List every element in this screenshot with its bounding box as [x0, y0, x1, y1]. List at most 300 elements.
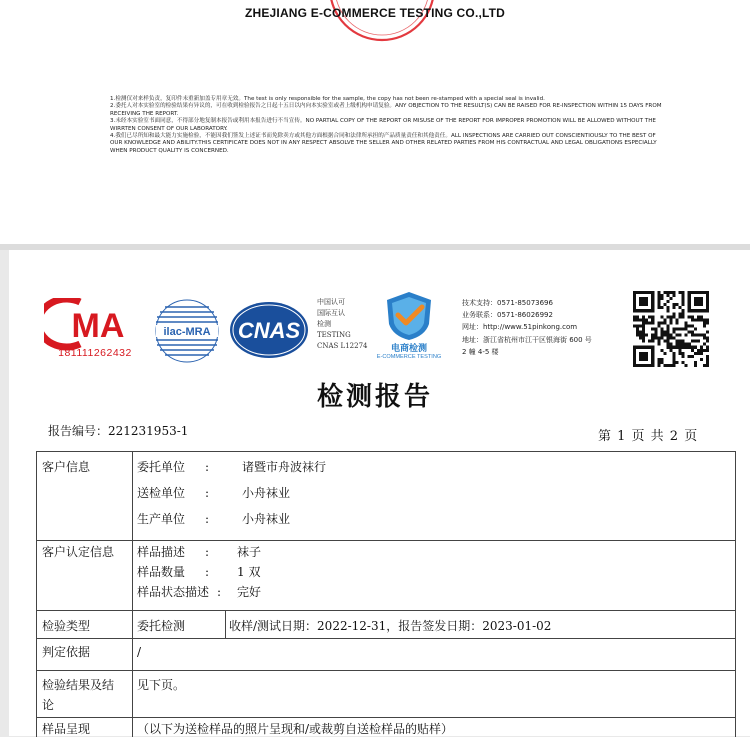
qr-module: [645, 291, 648, 294]
qr-module: [703, 291, 706, 294]
qr-module: [673, 331, 676, 334]
report-table: [36, 451, 736, 737]
qr-module: [676, 303, 679, 306]
qr-module: [685, 327, 688, 330]
qr-module: [645, 364, 648, 367]
cert-line-1: 中国认可: [317, 298, 345, 306]
client-label-1: 委托单位: [137, 460, 186, 474]
qr-module: [676, 327, 679, 330]
qr-module: [694, 297, 697, 300]
qr-module: [694, 291, 697, 294]
qr-module: [706, 349, 709, 352]
qr-module: [651, 306, 654, 309]
qr-module: [663, 321, 666, 324]
qr-module: [700, 315, 703, 318]
qr-module: [642, 327, 645, 330]
qr-module: [642, 291, 645, 294]
qr-module: [697, 297, 700, 300]
qr-module: [648, 340, 651, 343]
qr-module: [706, 303, 709, 306]
qr-module: [657, 297, 660, 300]
report-notes: [110, 96, 665, 155]
qr-module: [694, 334, 697, 337]
qr-module: [633, 297, 636, 300]
qr-module: [651, 358, 654, 361]
qr-module: [639, 300, 642, 303]
qr-module: [669, 334, 672, 337]
report-number: 报告编号：221231953-1: [48, 424, 189, 438]
qr-module: [669, 297, 672, 300]
qr-module: [645, 334, 648, 337]
qr-module: [691, 309, 694, 312]
qr-module: [697, 318, 700, 321]
qr-module: [651, 361, 654, 364]
qr-module: [688, 306, 691, 309]
qr-module: [642, 309, 645, 312]
qr-module: [642, 297, 645, 300]
colon: :: [205, 512, 210, 526]
qr-code[interactable]: [633, 291, 709, 367]
qr-module: [639, 334, 642, 337]
client-value-2: 小舟袜业: [242, 486, 291, 500]
qr-module: [633, 318, 636, 321]
qr-module: [636, 309, 639, 312]
qr-module: [633, 358, 636, 361]
qr-module: [666, 315, 669, 318]
qr-module: [657, 300, 660, 303]
qr-module: [648, 315, 651, 318]
row-divider: [37, 540, 735, 541]
client-value-3: 小舟袜业: [242, 512, 291, 526]
qr-module: [663, 318, 666, 321]
qr-module: [691, 346, 694, 349]
qr-module: [679, 315, 682, 318]
sample-label-2: 样品数量: [137, 565, 186, 579]
qr-module: [682, 297, 685, 300]
qr-module: [688, 297, 691, 300]
qr-module: [676, 318, 679, 321]
qr-module: [700, 352, 703, 355]
qr-module: [660, 297, 663, 300]
qr-module: [688, 300, 691, 303]
qr-module: [697, 291, 700, 294]
qr-module: [663, 340, 666, 343]
qr-module: [676, 340, 679, 343]
qr-module: [694, 318, 697, 321]
qr-module: [688, 324, 691, 327]
qr-module: [663, 334, 666, 337]
qr-module: [688, 309, 691, 312]
qr-module: [663, 331, 666, 334]
qr-module: [685, 324, 688, 327]
qr-module: [657, 340, 660, 343]
qr-module: [679, 312, 682, 315]
colon: :: [205, 486, 210, 500]
col-divider: [225, 610, 226, 638]
sample-info-label: 客户认定信息: [42, 545, 115, 559]
qr-module: [682, 355, 685, 358]
qr-module: [660, 306, 663, 309]
qr-module: [645, 300, 648, 303]
qr-module: [703, 364, 706, 367]
qr-module: [703, 309, 706, 312]
qr-module: [633, 349, 636, 352]
qr-module: [706, 297, 709, 300]
qr-module: [666, 346, 669, 349]
qr-module: [660, 331, 663, 334]
qr-module: [706, 306, 709, 309]
qr-module: [673, 327, 676, 330]
qr-module: [688, 315, 691, 318]
cnas-logo: [228, 300, 310, 360]
qr-module: [642, 321, 645, 324]
qr-module: [673, 355, 676, 358]
qr-module: [636, 346, 639, 349]
qr-module: [633, 291, 636, 294]
company-name: ZHEJIANG E-COMMERCE TESTING CO.,LTD: [244, 6, 506, 20]
qr-module: [688, 294, 691, 297]
qr-module: [657, 358, 660, 361]
row-divider: [37, 717, 735, 718]
qr-module: [645, 346, 648, 349]
qr-module: [666, 364, 669, 367]
qr-module: [651, 291, 654, 294]
qr-module: [660, 349, 663, 352]
qr-module: [682, 294, 685, 297]
qr-module: [651, 334, 654, 337]
qr-module: [700, 358, 703, 361]
qr-module: [666, 343, 669, 346]
qr-module: [633, 364, 636, 367]
qr-module: [651, 364, 654, 367]
qr-module: [669, 343, 672, 346]
qr-module: [633, 309, 636, 312]
ecom-en-text: E-COMMERCE TESTING: [376, 354, 442, 360]
qr-module: [688, 303, 691, 306]
qr-module: [673, 306, 676, 309]
qr-module: [639, 324, 642, 327]
qr-module: [663, 291, 666, 294]
qr-module: [642, 340, 645, 343]
qr-module: [679, 343, 682, 346]
qr-module: [697, 340, 700, 343]
note-3: 3.未经本实验室书面同意，不得部分地复制本报告或利用本报告进行不当宣传。NO PARTIAL COPY OF THE REPORT OR MISUSE OF THE REPORT FOR IMPROPER PROMOTION WILL BE ALLOWED WITHOUT THE WIRRTEN CONSENT OF OUR LABORATORY.: [110, 118, 656, 132]
qr-module: [648, 309, 651, 312]
colon: :: [205, 565, 210, 579]
qr-module: [636, 315, 639, 318]
client-info-label: 客户信息: [42, 460, 91, 474]
qr-module: [651, 309, 654, 312]
note-1: 1.检测仅对来样负责，复印件未重新加盖专用章无效。The test is only responsible for the sample, the copy has not been re-stamped with a special seal is invalid.: [110, 96, 545, 102]
inspection-type-label: 检验类型: [42, 619, 91, 633]
contact-address-1: 地址：浙江省杭州市江干区银海街 600 号: [462, 335, 592, 344]
qr-module: [666, 324, 669, 327]
qr-module: [639, 355, 642, 358]
qr-module: [682, 309, 685, 312]
sample-show-label: 样品呈现: [42, 722, 91, 736]
qr-module: [633, 306, 636, 309]
qr-module: [642, 337, 645, 340]
colon: :: [205, 460, 210, 474]
qr-module: [700, 318, 703, 321]
result-value: 见下页。: [137, 678, 186, 692]
qr-module: [703, 334, 706, 337]
qr-module: [657, 364, 660, 367]
colon: :: [217, 585, 222, 599]
qr-module: [688, 355, 691, 358]
qr-module: [673, 315, 676, 318]
qr-module: [669, 321, 672, 324]
qr-module: [633, 324, 636, 327]
qr-module: [639, 318, 642, 321]
qr-module: [651, 327, 654, 330]
page-info: 第 1 页 共 2 页: [598, 429, 699, 444]
accreditation-info: [317, 297, 367, 352]
qr-module: [651, 300, 654, 303]
qr-module: [694, 346, 697, 349]
qr-module: [657, 294, 660, 297]
qr-module: [679, 349, 682, 352]
qr-module: [633, 361, 636, 364]
col-divider: [132, 452, 133, 737]
qr-module: [688, 343, 691, 346]
qr-module: [697, 315, 700, 318]
qr-module: [633, 352, 636, 355]
qr-module: [682, 312, 685, 315]
qr-module: [642, 331, 645, 334]
qr-module: [642, 346, 645, 349]
qr-module: [673, 294, 676, 297]
qr-module: [682, 361, 685, 364]
qr-module: [706, 340, 709, 343]
cma-logo: [44, 298, 146, 360]
qr-module: [706, 318, 709, 321]
qr-module: [657, 343, 660, 346]
client-label-2: 送检单位: [137, 486, 186, 500]
qr-module: [666, 337, 669, 340]
qr-module: [694, 352, 697, 355]
qr-module: [651, 303, 654, 306]
qr-module: [642, 355, 645, 358]
qr-module: [679, 291, 682, 294]
qr-module: [642, 334, 645, 337]
qr-module: [645, 321, 648, 324]
cnas-text: CNAS: [237, 318, 301, 343]
qr-module: [669, 349, 672, 352]
qr-module: [685, 321, 688, 324]
qr-module: [688, 331, 691, 334]
qr-module: [673, 364, 676, 367]
qr-module: [703, 343, 706, 346]
contact-website: 网址：http://www.51pinkong.com: [462, 323, 578, 332]
qr-module: [645, 297, 648, 300]
qr-module: [642, 300, 645, 303]
qr-module: [636, 364, 639, 367]
qr-module: [651, 340, 654, 343]
cert-line-2: 国际互认: [317, 309, 345, 317]
qr-module: [669, 315, 672, 318]
qr-module: [694, 361, 697, 364]
qr-module: [663, 364, 666, 367]
qr-module: [666, 327, 669, 330]
row-divider: [37, 670, 735, 671]
basis-value: /: [137, 645, 142, 659]
qr-module: [682, 303, 685, 306]
qr-module: [697, 349, 700, 352]
qr-module: [642, 352, 645, 355]
qr-module: [657, 361, 660, 364]
qr-module: [679, 346, 682, 349]
qr-module: [700, 297, 703, 300]
qr-module: [648, 346, 651, 349]
qr-module: [691, 291, 694, 294]
qr-module: [673, 358, 676, 361]
qr-module: [694, 300, 697, 303]
qr-module: [679, 340, 682, 343]
qr-module: [691, 334, 694, 337]
qr-module: [676, 361, 679, 364]
qr-module: [633, 355, 636, 358]
cert-line-4: TESTING: [317, 331, 351, 339]
qr-module: [660, 327, 663, 330]
qr-module: [682, 340, 685, 343]
cma-letters: MA: [71, 307, 125, 345]
qr-module: [654, 337, 657, 340]
qr-module: [657, 291, 660, 294]
qr-module: [654, 331, 657, 334]
qr-module: [666, 294, 669, 297]
qr-module: [679, 327, 682, 330]
qr-module: [660, 294, 663, 297]
qr-module: [682, 300, 685, 303]
result-label: 检验结果及结: [42, 678, 115, 692]
qr-module: [706, 291, 709, 294]
qr-module: [700, 309, 703, 312]
contact-business: 业务联系：0571-86026992: [462, 311, 553, 320]
qr-module: [697, 300, 700, 303]
qr-module: [691, 331, 694, 334]
qr-module: [682, 343, 685, 346]
qr-module: [703, 318, 706, 321]
qr-module: [691, 355, 694, 358]
note-4: 4.我们已尽所知和最大能力实施检验，不能因我们签发上述证书而免除卖方或其他方面根据合同和法律所承担的产品质量责任和其他责任。ALL INSPECTIONS ARE CARRIED OUT CONSCIENTIOUSLY TO THE BEST OF OUR KNOWLEDGE AND ABILITY.THIS CERTIFICATE DOES NOT IN ANY RESPECT ABSOLVE THE SELLER AND OTHER RELATED PARTIES FROM HIS CONTRACTUAL AND LEGAL OBLIGATIONS ESPECIALLY WHEN PRODUCT QUALITY IS CONCERNED.: [110, 133, 657, 154]
qr-module: [648, 291, 651, 294]
qr-module: [639, 337, 642, 340]
qr-module: [706, 337, 709, 340]
qr-module: [645, 355, 648, 358]
qr-module: [639, 303, 642, 306]
qr-module: [642, 324, 645, 327]
qr-module: [642, 318, 645, 321]
qr-module: [697, 334, 700, 337]
qr-module: [700, 300, 703, 303]
qr-module: [657, 321, 660, 324]
contact-info: [462, 297, 622, 358]
qr-module: [660, 361, 663, 364]
qr-module: [642, 303, 645, 306]
qr-module: [651, 294, 654, 297]
qr-module: [657, 306, 660, 309]
qr-module: [651, 346, 654, 349]
qr-module: [639, 346, 642, 349]
qr-module: [663, 303, 666, 306]
qr-module: [642, 315, 645, 318]
qr-module: [639, 358, 642, 361]
qr-module: [645, 309, 648, 312]
qr-module: [648, 321, 651, 324]
qr-module: [676, 346, 679, 349]
sample-show-value: （以下为送检样品的照片呈现和/或裁剪自送检样品的贴样）: [137, 722, 454, 736]
qr-module: [706, 358, 709, 361]
qr-module: [651, 355, 654, 358]
qr-module: [685, 346, 688, 349]
qr-module: [682, 352, 685, 355]
qr-module: [657, 303, 660, 306]
qr-module: [703, 349, 706, 352]
report-title: 检测报告: [316, 382, 433, 412]
dates-text: 收样/测试日期：2022-12-31，报告签发日期：2023-01-02: [229, 619, 552, 633]
qr-module: [673, 291, 676, 294]
qr-module: [660, 358, 663, 361]
qr-module: [666, 309, 669, 312]
qr-module: [676, 343, 679, 346]
qr-module: [685, 364, 688, 367]
qr-module: [691, 349, 694, 352]
qr-module: [688, 346, 691, 349]
qr-module: [651, 321, 654, 324]
qr-module: [694, 364, 697, 367]
qr-module: [639, 291, 642, 294]
qr-module: [636, 291, 639, 294]
previous-page: [0, 0, 750, 244]
qr-module: [673, 303, 676, 306]
qr-module: [636, 318, 639, 321]
qr-module: [700, 303, 703, 306]
qr-module: [673, 337, 676, 340]
qr-module: [654, 334, 657, 337]
qr-module: [639, 352, 642, 355]
qr-module: [700, 334, 703, 337]
qr-module: [706, 346, 709, 349]
client-value-1: 诸暨市舟波袜行: [242, 460, 327, 474]
qr-module: [651, 337, 654, 340]
qr-module: [669, 364, 672, 367]
qr-module: [703, 324, 706, 327]
qr-module: [703, 337, 706, 340]
contact-address-2: 2 幢 4-5 楼: [462, 347, 499, 356]
inspection-type-value: 委托检测: [137, 619, 186, 633]
sample-label-3: 样品状态描述: [137, 585, 210, 599]
cert-line-3: 检测: [317, 320, 331, 328]
qr-module: [666, 340, 669, 343]
cert-line-5: CNAS L12274: [317, 342, 368, 350]
qr-module: [694, 327, 697, 330]
qr-module: [633, 294, 636, 297]
qr-module: [679, 306, 682, 309]
qr-module: [660, 315, 663, 318]
qr-module: [682, 346, 685, 349]
qr-module: [636, 334, 639, 337]
qr-module: [636, 327, 639, 330]
qr-module: [657, 337, 660, 340]
qr-module: [682, 291, 685, 294]
qr-module: [636, 324, 639, 327]
qr-module: [673, 361, 676, 364]
qr-module: [660, 334, 663, 337]
qr-module: [706, 331, 709, 334]
qr-module: [660, 337, 663, 340]
qr-module: [706, 300, 709, 303]
